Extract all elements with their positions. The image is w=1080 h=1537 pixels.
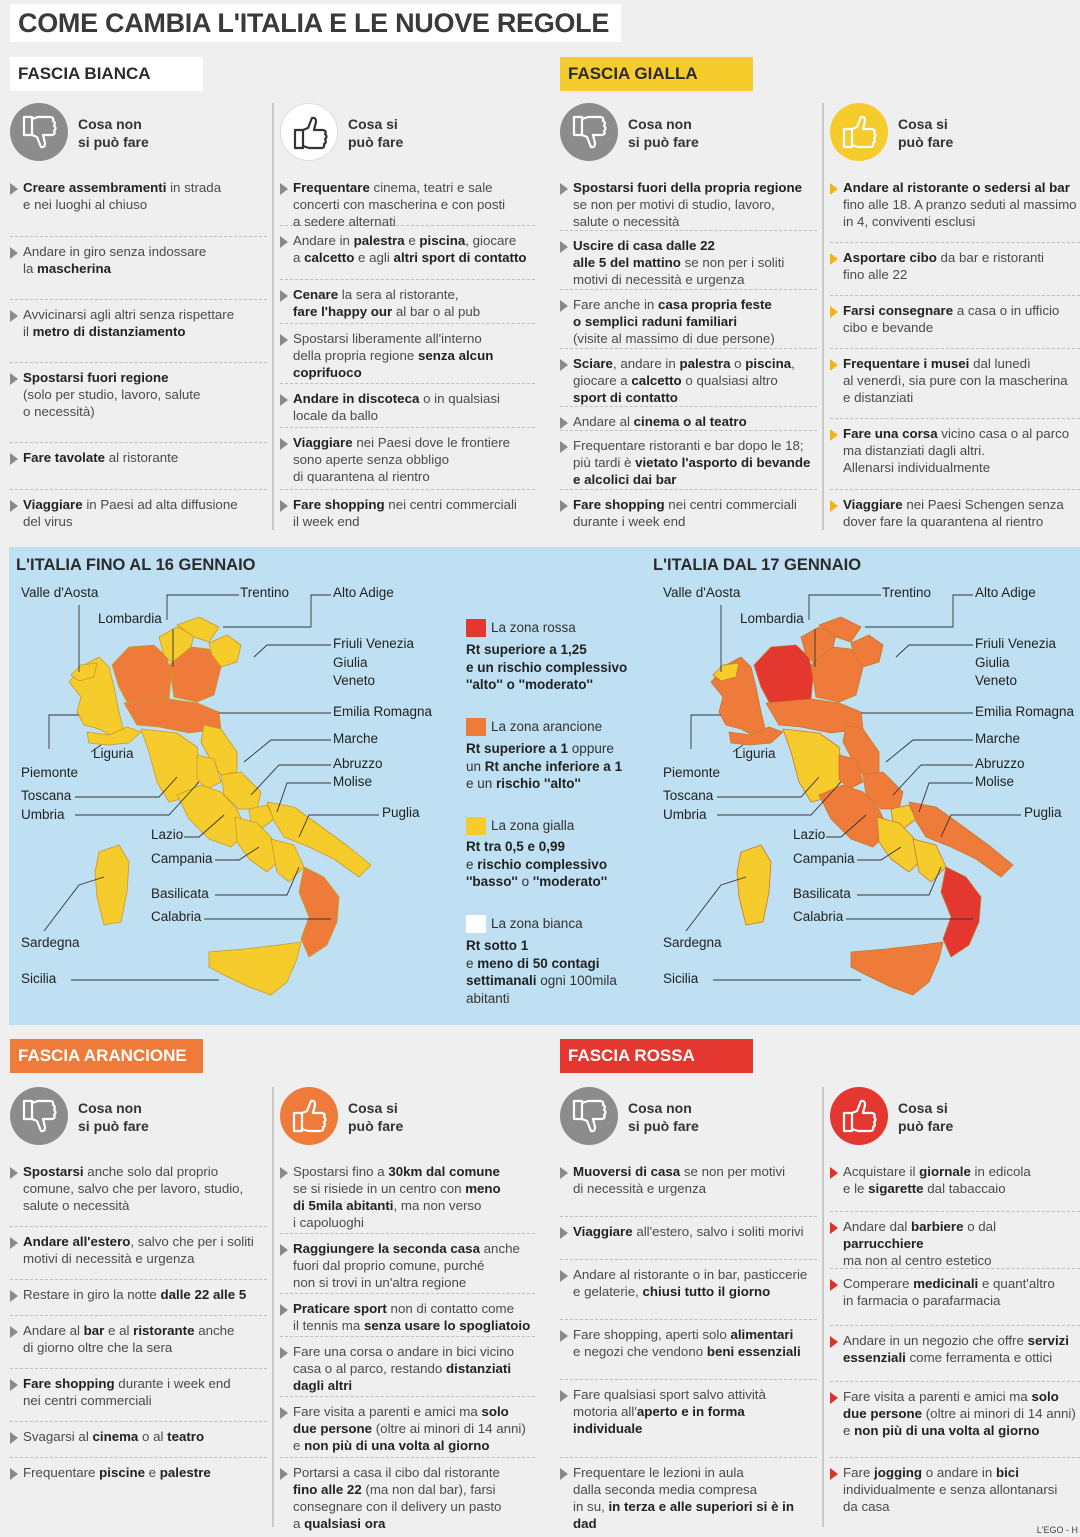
rule-item xyxy=(830,1332,1080,1382)
rule-text: Fare visita a parenti e amici ma solo due persone (oltre ai minori di 14 anni) e non più di una volta al giorno xyxy=(293,1404,526,1453)
rule-text: Andare al cinema o al teatro xyxy=(573,414,747,429)
lbl-r-toscana: Toscana xyxy=(663,788,714,803)
legend-white-swatch xyxy=(466,915,486,933)
rule-item xyxy=(830,496,1080,530)
italy-map-from-17-jan xyxy=(651,547,1080,1025)
rule-item xyxy=(830,1218,1080,1269)
rule-item xyxy=(830,1163,1080,1212)
region-lombardia xyxy=(112,645,171,705)
rule-item xyxy=(280,1403,535,1458)
triangle-bullet-icon xyxy=(830,1279,838,1291)
legend-red-swatch xyxy=(466,619,486,637)
lbl-l-sardegna: Sardegna xyxy=(21,935,80,950)
rule-text: Cenare la sera al ristorante, fare l'happy our al bar o al pub xyxy=(293,287,481,319)
triangle-bullet-icon xyxy=(10,500,18,512)
rule-text: Praticare sport non di contatto come il tennis ma senza usare lo spogliatoio xyxy=(293,1301,531,1333)
rule-item xyxy=(560,1223,817,1260)
band-fascia-arancione: FASCIA ARANCIONE xyxy=(10,1039,203,1073)
lbl-r-basilicata: Basilicata xyxy=(793,886,851,901)
legend-red-text: Rt superiore a 1,25 e un rischio complessivo ''alto'' o ''moderato'' xyxy=(466,642,628,692)
legend-yellow-swatch xyxy=(466,817,486,835)
column-header xyxy=(560,1087,817,1157)
triangle-bullet-icon xyxy=(280,1167,288,1179)
lbl-l-molise: Molise xyxy=(333,774,373,789)
gialla-no-column xyxy=(560,103,817,529)
triangle-bullet-icon xyxy=(10,310,18,322)
rule-text: Fare visita a parenti e amici ma solo due persone (oltre ai minori di 14 anni) e non più di una volta al giorno xyxy=(843,1389,1076,1438)
triangle-bullet-icon xyxy=(560,241,568,253)
triangle-bullet-icon xyxy=(280,1407,288,1419)
lbl-l-lazio: Lazio xyxy=(151,827,184,842)
rule-item xyxy=(10,1464,267,1481)
rule-text: Andare in discoteca o in qualsiasi locale da ballo xyxy=(293,391,500,423)
lbl-r-veneto: Veneto xyxy=(975,673,1018,688)
region-basilicata xyxy=(271,839,304,882)
rule-text: Fare jogging o andare in bici individualmente e senza allontanarsi da casa xyxy=(843,1465,1058,1514)
rule-item xyxy=(560,1464,817,1532)
rule-text: Creare assembramenti in strada e nei luoghi al chiuso xyxy=(23,180,222,212)
rule-item xyxy=(10,179,267,237)
rule-item xyxy=(560,1386,817,1458)
column-title: Cosa si può fare xyxy=(348,1100,404,1134)
rule-text: Frequentare piscine e palestre xyxy=(23,1465,211,1480)
lbl-r-piemonte: Piemonte xyxy=(663,765,721,780)
legend-orange-text: Rt superiore a 1 oppure un Rt anche inferiore a 1 e un rischio ''alto'' xyxy=(466,741,623,791)
lbl-l-veneto: Veneto xyxy=(333,673,376,688)
triangle-bullet-icon xyxy=(10,183,18,195)
rule-text: Raggiungere la seconda casa anche fuori dal proprio comune, purché non si trovi in un'altra regione xyxy=(293,1241,520,1290)
rule-item xyxy=(560,413,817,431)
rule-text: Andare al bar e al ristorante anche di giorno oltre che la sera xyxy=(23,1323,235,1355)
triangle-bullet-icon xyxy=(830,1468,838,1480)
triangle-bullet-icon xyxy=(10,1468,18,1480)
rule-text: Asportare cibo da bar e ristoranti fino alle 22 xyxy=(843,250,1045,282)
thumbs-up-icon xyxy=(280,1087,338,1145)
rule-item xyxy=(10,306,267,363)
triangle-bullet-icon xyxy=(280,236,288,248)
triangle-bullet-icon xyxy=(280,183,288,195)
triangle-bullet-icon xyxy=(560,500,568,512)
rule-item xyxy=(280,330,535,384)
triangle-bullet-icon xyxy=(830,1222,838,1234)
lbl-r-sicilia: Sicilia xyxy=(663,971,699,986)
rule-item xyxy=(10,1233,267,1280)
region-calabria xyxy=(299,867,339,957)
legend-orange-name: La zona arancione xyxy=(491,719,603,734)
region-lombardia xyxy=(754,645,813,705)
lbl-l-trentino: Trentino xyxy=(240,585,290,600)
rule-item xyxy=(10,369,267,443)
lbl-l-puglia: Puglia xyxy=(382,805,420,820)
legend-white-text: Rt sotto 1 e meno di 50 contagi settimanali ogni 100mila abitanti xyxy=(466,938,617,1006)
rule-item xyxy=(280,179,535,229)
rule-text: Fare shopping nei centri commerciali durante i week end xyxy=(573,497,797,529)
region-calabria xyxy=(941,867,981,957)
column-header xyxy=(280,1087,535,1157)
triangle-bullet-icon xyxy=(830,1392,838,1404)
lbl-l-calabria: Calabria xyxy=(151,909,202,924)
italy-map-until-16-jan xyxy=(9,547,479,1025)
triangle-bullet-icon xyxy=(830,306,838,318)
rule-text: Andare dal barbiere o dal parrucchiere ma non al centro estetico xyxy=(843,1219,997,1268)
lbl-r-campania: Campania xyxy=(793,851,855,866)
rule-text: Avvicinarsi agli altri senza rispettare il metro di distanziamento xyxy=(23,307,235,339)
lbl-r-molise: Molise xyxy=(975,774,1015,789)
bianca-si-column xyxy=(280,103,535,529)
thumbs-up-icon xyxy=(830,103,888,161)
triangle-bullet-icon xyxy=(10,453,18,465)
rule-item xyxy=(560,1326,817,1380)
rule-text: Fare qualsiasi sport salvo attività motoria all'aperto e in forma individuale xyxy=(573,1387,766,1436)
column-header xyxy=(830,1087,1080,1157)
lbl-r-friuli2: Giulia xyxy=(975,655,1010,670)
lbl-l-friuli2: Giulia xyxy=(333,655,368,670)
triangle-bullet-icon xyxy=(560,1390,568,1402)
rule-text: Sciare, andare in palestra o piscina, giocare a calcetto o qualsiasi altro sport di contatto xyxy=(573,356,795,405)
lbl-l-basilicata: Basilicata xyxy=(151,886,209,901)
rule-text: Viaggiare nei Paesi dove le frontiere sono aperte senza obbligo di quarantena al rientro xyxy=(293,435,511,484)
band-fascia-bianca: FASCIA BIANCA xyxy=(10,57,203,91)
lbl-r-altoadige: Alto Adige xyxy=(975,585,1036,600)
rule-item xyxy=(830,355,1080,419)
rule-item xyxy=(280,286,535,324)
rule-item xyxy=(560,179,817,231)
region-basilicata xyxy=(913,839,946,882)
rule-text: Fare una corsa vicino casa o al parco ma distanziati dagli altri. Allenarsi individualmente xyxy=(843,426,1070,475)
triangle-bullet-icon xyxy=(280,1347,288,1359)
triangle-bullet-icon xyxy=(830,359,838,371)
triangle-bullet-icon xyxy=(830,183,838,195)
thumbs-down-icon xyxy=(10,103,68,161)
column-title: Cosa non si può fare xyxy=(78,116,149,150)
thumbs-down-icon xyxy=(560,103,618,161)
rule-item xyxy=(280,390,535,428)
arancione-no-column xyxy=(10,1087,267,1480)
triangle-bullet-icon xyxy=(10,1379,18,1391)
triangle-bullet-icon xyxy=(560,1227,568,1239)
triangle-bullet-icon xyxy=(830,253,838,265)
column-title: Cosa si può fare xyxy=(898,116,954,150)
rule-item xyxy=(280,496,535,530)
triangle-bullet-icon xyxy=(560,359,568,371)
triangle-bullet-icon xyxy=(10,1432,18,1444)
rule-item xyxy=(280,1163,535,1234)
triangle-bullet-icon xyxy=(10,1290,18,1302)
rule-text: Viaggiare nei Paesi Schengen senza dover fare la quarantena al rientro xyxy=(843,497,1064,529)
rule-item xyxy=(280,1300,535,1337)
column-header xyxy=(280,103,535,173)
rule-text: Comperare medicinali e quant'altro in farmacia o parafarmacia xyxy=(843,1276,1055,1308)
lbl-l-altoadige: Alto Adige xyxy=(333,585,394,600)
rule-item xyxy=(10,1375,267,1422)
triangle-bullet-icon xyxy=(10,247,18,259)
rule-text: Uscire di casa dalle 22 alle 5 del mattino se non per i soliti motivi di necessità e urgenza xyxy=(573,238,785,287)
rule-item xyxy=(280,1343,535,1397)
triangle-bullet-icon xyxy=(280,290,288,302)
rule-text: Svagarsi al cinema o al teatro xyxy=(23,1429,205,1444)
lbl-r-calabria: Calabria xyxy=(793,909,844,924)
rule-text: Spostarsi fino a 30km dal comune se si risiede in un centro con meno di 5mila abitanti, ma non verso i capoluoghi xyxy=(293,1164,501,1230)
thumbs-up-icon xyxy=(280,103,338,161)
lbl-r-sardegna: Sardegna xyxy=(663,935,722,950)
rule-text: Frequentare le lezioni in aula dalla seconda media compresa in su, in terza e alle superiori si è in dad xyxy=(573,1465,794,1531)
triangle-bullet-icon xyxy=(560,300,568,312)
lbl-l-toscana: Toscana xyxy=(21,788,72,803)
triangle-bullet-icon xyxy=(280,438,288,450)
map-section xyxy=(9,547,1080,1025)
rule-text: Fare shopping nei centri commerciali il week end xyxy=(293,497,517,529)
triangle-bullet-icon xyxy=(280,334,288,346)
band-fascia-gialla: FASCIA GIALLA xyxy=(560,57,753,91)
lbl-l-marche: Marche xyxy=(333,731,379,746)
lbl-r-marche: Marche xyxy=(975,731,1021,746)
legend-orange-swatch xyxy=(466,718,486,736)
rule-text: Farsi consegnare a casa o in ufficio cibo e bevande xyxy=(843,303,1060,335)
rule-text: Muoversi di casa se non per motivi di necessità e urgenza xyxy=(573,1164,786,1196)
rule-text: Frequentare ristoranti e bar dopo le 18; più tardi è vietato l'asporto di bevande e alcolici dai bar xyxy=(573,438,811,487)
lbl-r-lazio: Lazio xyxy=(793,827,826,842)
column-header xyxy=(10,103,267,173)
lbl-r-friuli1: Friuli Venezia xyxy=(975,636,1057,651)
rule-text: Andare al ristorante o in bar, pasticcerie e gelaterie, chiusi tutto il giorno xyxy=(573,1267,808,1299)
triangle-bullet-icon xyxy=(560,1167,568,1179)
triangle-bullet-icon xyxy=(560,417,568,429)
lbl-l-campania: Campania xyxy=(151,851,213,866)
rule-item xyxy=(560,1266,817,1320)
triangle-bullet-icon xyxy=(10,1237,18,1249)
lbl-r-liguria: Liguria xyxy=(735,746,776,761)
rule-item xyxy=(10,1428,267,1458)
rule-item xyxy=(10,1286,267,1316)
rule-text: Viaggiare in Paesi ad alta diffusione del virus xyxy=(23,497,238,529)
column-title: Cosa si può fare xyxy=(348,116,404,150)
rule-text: Restare in giro la notte dalle 22 alle 5 xyxy=(23,1287,247,1302)
map-left-title: L'ITALIA FINO AL 16 GENNAIO xyxy=(16,556,256,574)
rule-item xyxy=(10,1163,267,1227)
rule-text: Fare tavolate al ristorante xyxy=(23,450,179,465)
triangle-bullet-icon xyxy=(280,1244,288,1256)
rule-item xyxy=(830,1464,1080,1515)
rule-item xyxy=(830,1388,1080,1458)
lbl-r-lombardia: Lombardia xyxy=(740,611,804,626)
rule-item xyxy=(10,243,267,300)
triangle-bullet-icon xyxy=(10,373,18,385)
rule-text: Fare shopping, aperti solo alimentari e negozi che vendono beni essenziali xyxy=(573,1327,801,1359)
map-right-title: L'ITALIA DAL 17 GENNAIO xyxy=(653,556,862,574)
region-sicilia xyxy=(851,942,943,995)
rule-item xyxy=(830,425,1080,490)
triangle-bullet-icon xyxy=(10,1326,18,1338)
rule-text: Spostarsi fuori della propria regione se non per motivi di studio, lavoro, salute o necessità xyxy=(573,180,803,229)
rule-item xyxy=(830,179,1080,243)
rule-text: Andare all'estero, salvo che per i soliti motivi di necessità e urgenza xyxy=(23,1234,254,1266)
rule-text: Spostarsi anche solo dal proprio comune, salvo che per lavoro, studio, salute o necessità xyxy=(23,1164,244,1213)
column-title: Cosa si può fare xyxy=(898,1100,954,1134)
triangle-bullet-icon xyxy=(560,1468,568,1480)
lbl-r-umbria: Umbria xyxy=(663,807,707,822)
lbl-r-trentino: Trentino xyxy=(882,585,932,600)
triangle-bullet-icon xyxy=(830,1336,838,1348)
triangle-bullet-icon xyxy=(10,1167,18,1179)
rule-item xyxy=(10,449,267,490)
rule-item xyxy=(280,232,535,280)
bianca-no-column xyxy=(10,103,267,529)
thumbs-down-icon xyxy=(10,1087,68,1145)
legend-yellow-name: La zona gialla xyxy=(491,818,575,833)
column-header xyxy=(830,103,1080,173)
thumbs-up-icon xyxy=(830,1087,888,1145)
rule-text: Portarsi a casa il cibo dal ristorante fino alle 22 (ma non dal bar), farsi consegnare con il delivery un pasto a qualsiasi ora xyxy=(293,1465,502,1531)
rule-item xyxy=(280,1240,535,1294)
column-header xyxy=(10,1087,267,1157)
triangle-bullet-icon xyxy=(560,183,568,195)
column-header xyxy=(560,103,817,173)
rule-text: Andare in giro senza indossare la mascherina xyxy=(23,244,207,276)
triangle-bullet-icon xyxy=(280,500,288,512)
rule-text: Fare una corsa o andare in bici vicino casa o al parco, restando distanziati dagli altri xyxy=(293,1344,514,1393)
lbl-r-valle: Valle d'Aosta xyxy=(663,585,741,600)
column-title: Cosa non si può fare xyxy=(628,116,699,150)
triangle-bullet-icon xyxy=(830,1167,838,1179)
rule-text: Andare al ristorante o sedersi al bar fino alle 18. A pranzo seduti al massimo in 4, conviventi esclusi xyxy=(843,180,1077,229)
triangle-bullet-icon xyxy=(830,429,838,441)
lbl-r-emilia: Emilia Romagna xyxy=(975,704,1075,719)
rule-text: Fare anche in casa propria feste o semplici raduni familiari (visite al massimo di due persone) xyxy=(573,297,775,346)
rule-item xyxy=(560,296,817,349)
rule-text: Fare shopping durante i week end nei centri commerciali xyxy=(23,1376,231,1408)
rule-text: Spostarsi liberamente all'interno della propria regione senza alcun coprifuoco xyxy=(293,331,494,380)
column-title: Cosa non si può fare xyxy=(78,1100,149,1134)
credit: L'EGO - H xyxy=(1036,1525,1078,1535)
triangle-bullet-icon xyxy=(280,1468,288,1480)
page-title: COME CAMBIA L'ITALIA E LE NUOVE REGOLE xyxy=(10,4,621,42)
legend-white-name: La zona bianca xyxy=(491,916,583,931)
region-sicilia xyxy=(209,942,301,995)
lbl-l-lombardia: Lombardia xyxy=(98,611,162,626)
band-fascia-rossa: FASCIA ROSSA xyxy=(560,1039,753,1073)
rule-item xyxy=(560,437,817,490)
triangle-bullet-icon xyxy=(280,1304,288,1316)
arancione-si-column xyxy=(280,1087,535,1531)
lbl-l-piemonte: Piemonte xyxy=(21,765,79,780)
rossa-no-column xyxy=(560,1087,817,1531)
triangle-bullet-icon xyxy=(560,1270,568,1282)
lbl-r-abruzzo: Abruzzo xyxy=(975,756,1025,771)
column-title: Cosa non si può fare xyxy=(628,1100,699,1134)
rule-item xyxy=(830,1275,1080,1326)
triangle-bullet-icon xyxy=(280,394,288,406)
rule-item xyxy=(560,496,817,530)
rule-text: Frequentare i musei dal lunedì al venerdì, sia pure con la mascherina e distanziati xyxy=(843,356,1068,405)
legend-red-name: La zona rossa xyxy=(491,620,576,635)
lbl-l-emilia: Emilia Romagna xyxy=(333,704,433,719)
triangle-bullet-icon xyxy=(830,500,838,512)
triangle-bullet-icon xyxy=(560,441,568,453)
triangle-bullet-icon xyxy=(560,1330,568,1342)
thumbs-down-icon xyxy=(560,1087,618,1145)
rule-item xyxy=(830,302,1080,349)
gialla-si-column xyxy=(830,103,1080,529)
lbl-r-puglia: Puglia xyxy=(1024,805,1062,820)
rule-text: Viaggiare all'estero, salvo i soliti morivi xyxy=(573,1224,804,1239)
rule-text: Acquistare il giornale in edicola e le sigarette dal tabaccaio xyxy=(843,1164,1031,1196)
lbl-l-friuli1: Friuli Venezia xyxy=(333,636,415,651)
rule-item xyxy=(560,237,817,290)
lbl-l-valle: Valle d'Aosta xyxy=(21,585,99,600)
lbl-l-liguria: Liguria xyxy=(93,746,134,761)
rule-item xyxy=(560,1163,817,1217)
rule-text: Andare in un negozio che offre servizi essenziali come ferramenta e ottici xyxy=(843,1333,1069,1365)
rule-text: Spostarsi fuori regione (solo per studio, lavoro, salute o necessità) xyxy=(23,370,201,419)
rule-item xyxy=(280,434,535,490)
rule-text: Andare in palestra e piscina, giocare a calcetto e agli altri sport di contatto xyxy=(293,233,527,265)
rule-item xyxy=(830,249,1080,296)
region-sardegna xyxy=(95,845,129,925)
lbl-l-abruzzo: Abruzzo xyxy=(333,756,383,771)
lbl-l-umbria: Umbria xyxy=(21,807,65,822)
rule-text: Frequentare cinema, teatri e sale concerti con mascherina e con posti a sedere alternati xyxy=(293,180,506,229)
region-sardegna xyxy=(737,845,771,925)
lbl-l-sicilia: Sicilia xyxy=(21,971,57,986)
rule-item xyxy=(560,355,817,407)
rule-item xyxy=(280,1464,535,1532)
rule-item xyxy=(10,1322,267,1369)
rossa-si-column xyxy=(830,1087,1080,1514)
legend-yellow-text: Rt tra 0,5 e 0,99 e rischio complessivo ''basso'' o ''moderato'' xyxy=(466,839,608,889)
rule-item xyxy=(10,496,267,530)
